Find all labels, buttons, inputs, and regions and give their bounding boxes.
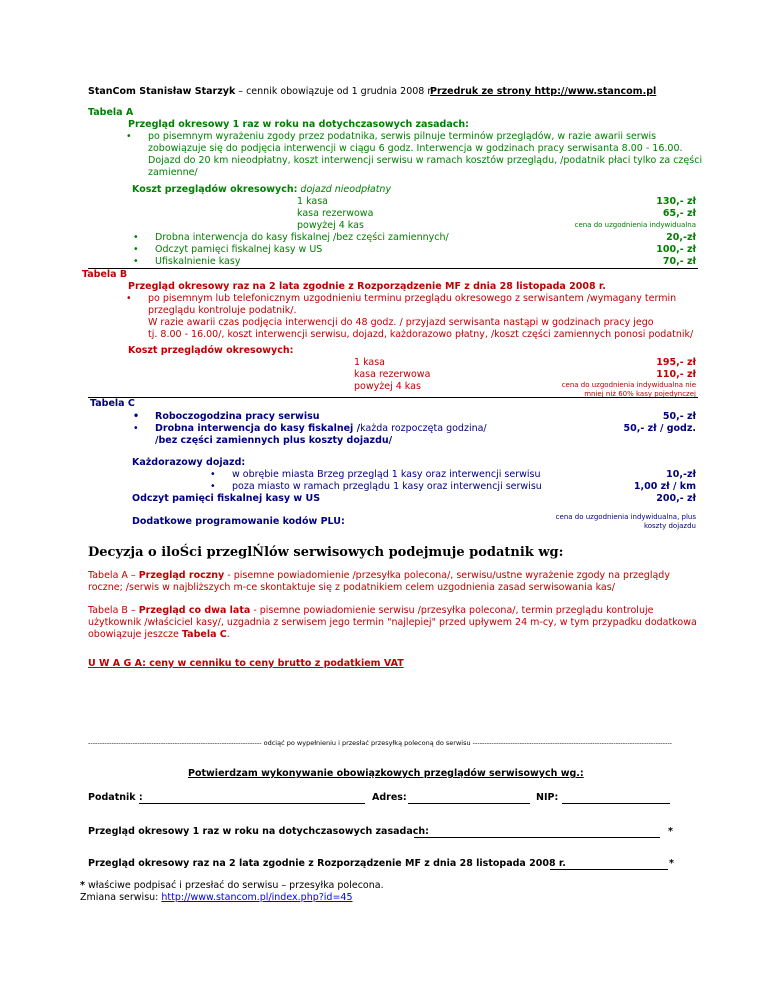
tabela-a-item-name: powyżej 4 kas [297,220,364,231]
podatnik-field[interactable] [139,803,365,804]
tabela-c-price: 50,- zł / godz. [623,423,696,434]
tabela-b-item-price: 195,- zł [656,357,696,368]
divider [88,268,698,269]
tabela-a-extra-price: 100,- zł [656,244,696,255]
podatnik-label: Podatnik : [88,792,143,803]
tabela-a-extra-price: 70,- zł [662,256,696,267]
tabela-c-item-line2: /bez części zamiennych plus koszty dojazdu/ [155,435,393,446]
tabela-a-item-price: 65,- zł [662,208,696,219]
tabela-a-extra: • Ufiskalnienie kasy [155,256,240,268]
change-service: Zmiana serwisu: http://www.stancom.pl/index.php?id=45 [80,892,353,903]
biennial-review-star: * [669,858,674,869]
tabela-a-extra: • Drobna interwencja do kasy fiskalnej /bez części zamiennych/ [155,232,449,244]
biennial-review-text: Przegląd okresowy raz na 2 lata zgodnie z Rozporządzenie MF z dnia 28 listopada 2008 r. [88,858,566,869]
tabela-b-item-name: 1 kasa [354,357,385,368]
adres-field[interactable] [408,803,530,804]
decision-a: Tabela A – Przegląd roczny - pisemne powiadomienie /przesyłka polecona/, serwisu/ustne wyrażenie zgody na przeglądy roczne; /serwis w najbliższych m-ce skontaktuje się z podatnikiem celem uzgodnienia zasad serwisowania kas/ [88,570,670,593]
decision-heading: Decyzja o iloŚci przeglŃlów serwisowych podejmuje podatnik wg: [88,545,564,560]
nip-label: NIP: [536,792,559,803]
annual-review-star: * [668,826,673,837]
tabela-a-extra-price: 20,-zł [666,232,696,243]
tabela-b-label: Tabela B [82,269,128,280]
tabela-c-label: Tabela C [90,398,135,409]
plu-label: Dodatkowe programowanie kodów PLU: [132,516,345,527]
tabela-a-extra: • Odczyt pamięci fiskalnej kasy w US [155,244,322,256]
travel-price: 10,-zł [666,469,696,480]
annual-review-signature[interactable] [414,837,660,838]
adres-label: Adres: [372,792,407,803]
tabela-a-label: Tabela A [88,107,134,118]
tabela-b-bullet: • po pisemnym lub telefonicznym uzgodnieniu terminu przeglądu okresowego z serwisantem /wymagany termin przeglądu kontroluje podatnik/. W razie awarii czas podjęcia interwencji do 48 godz. / przyjazd serwisanta nastąpi w godzinach pracy jego tj. 8.00 - 16.00/, koszt interwencji serwisu, dojazd, każdorazowo płatny, /koszt części zamiennych ponosi podatnik/ [148,293,708,341]
reprint-note: Przedruk ze strony http://www.stancom.pl [430,86,657,97]
tabela-c-item: • Drobna interwencja do kasy fiskalnej /każda rozpoczęta godzina/ [155,423,487,435]
tabela-a-bullet: • po pisemnym wyrażeniu zgody przez podatnika, serwis pilnuje terminów przeglądów, w razie awarii serwis zobowiązuje się do podjęcia interwencji w ciągu 6 godz. Interwencja w godzinach pracy serwisanta 8.00 - 16.00. Dojazd do 20 km nieodpłatny, koszt interwencji serwisu w ramach kosztów przeglądu, /podatnik płaci tylko za części zamienne/ [148,131,708,179]
tabela-c-item: • Roboczogodzina pracy serwisu [155,411,320,423]
nip-field[interactable] [562,803,670,804]
us-price: 200,- zł [656,493,696,504]
tabela-a-cost-heading: Koszt przeglądów okresowych: dojazd nieodpłatny [132,184,392,195]
travel-price: 1,00 zł / km [633,481,696,492]
tabela-b-cost-heading: Koszt przeglądów okresowych: [128,345,294,356]
change-service-link[interactable]: http://www.stancom.pl/index.php?id=45 [161,892,353,903]
company-name: StanCom Stanisław Starzyk [88,86,236,97]
vat-warning: U W A G A: ceny w cenniku to ceny brutto z podatkiem VAT [88,658,404,669]
header-line [88,86,433,98]
travel-label: Każdorazowy dojazd: [132,457,246,468]
tabela-a-item-price: cena do uzgodnienia indywidualna [574,221,696,229]
travel-item: • w obrębie miasta Brzeg przegląd 1 kasy oraz interwencji serwisu [232,469,541,481]
tabela-b-item-name: kasa rezerwowa [354,369,431,380]
travel-item: • poza miasto w ramach przeglądu 1 kasy oraz interwencji serwisu [232,481,542,493]
plu-price: cena do uzgodnienia indywidualna, plus koszty dojazdu [555,513,696,531]
tabela-a-item-price: 130,- zł [656,196,696,207]
tabela-a-item-name: 1 kasa [297,196,328,207]
divider [88,397,698,398]
tabela-b-item-price: cena do uzgodnienia indywidualna nie mniej niż 60% kasy pojedynczej [561,381,696,399]
tabela-c-price: 50,- zł [662,411,696,422]
tabela-a-title: Przegląd okresowy 1 raz w roku na dotychczasowych zasadach: [128,119,469,130]
tabela-b-item-price: 110,- zł [656,369,696,380]
us-label: Odczyt pamięci fiskalnej kasy w US [132,493,321,504]
annual-review-text: Przegląd okresowy 1 raz w roku na dotychczasowych zasadach: [88,826,429,837]
tabela-b-title: Przegląd okresowy raz na 2 lata zgodnie z Rozporządzenie MF z dnia 28 listopada 2008 r. [128,281,606,292]
decision-b: Tabela B – Przegląd co dwa lata - pisemne powiadomienie serwisu /przesyłka polecona/, termin przeglądu kontroluje użytkownik /właściciel kasy/, uzgadnia z serwisem jego termin "najlepiej" przed upływem 24 m-cy, w tym przypadku dodatkowa obowiązuje jeszcze Tabela C. [88,605,697,640]
validity-text: – cennik obowiązuje od 1 grudnia 2008 r. [235,86,434,97]
tabela-b-item-name: powyżej 4 kas [354,381,421,392]
cut-line: -------------------------------------------------------------------------- odciąć po wypełnieniu i przesłać przesyłką poleconą do serwisu ------------------------------------------------------------------------------------- [88,739,673,747]
form-title: Potwierdzam wykonywanie obowiązkowych przeglądów serwisowych wg.: [188,768,584,779]
biennial-review-signature[interactable] [550,869,668,870]
footnote: * właściwe podpisać i przesłać do serwisu – przesyłka polecona. [80,880,384,891]
tabela-a-item-name: kasa rezerwowa [297,208,374,219]
